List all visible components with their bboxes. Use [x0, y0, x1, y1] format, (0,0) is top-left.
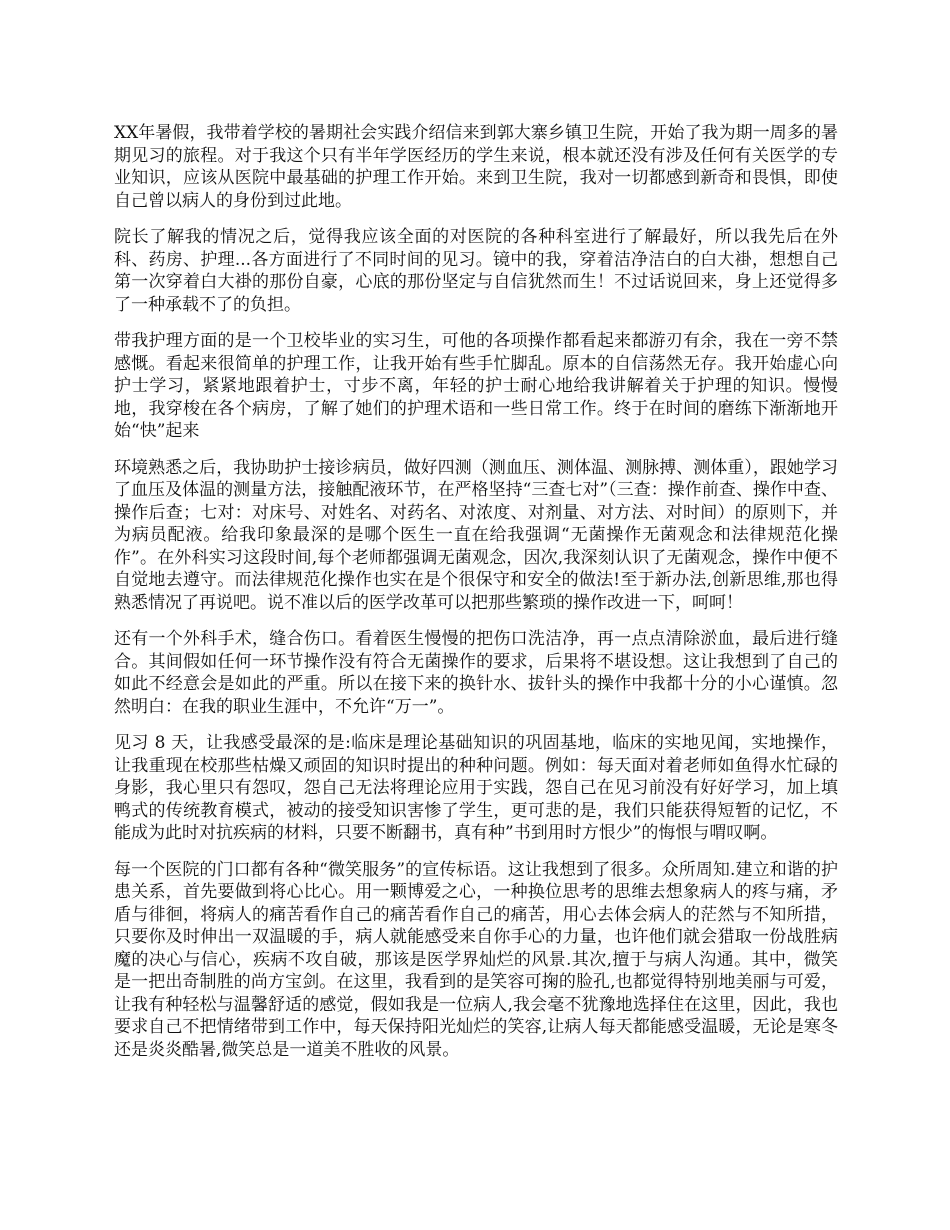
- paragraph-6: 见习 8 天，让我感受最深的是:临床是理论基础知识的巩固基地，临床的实地见闻，实地操作，让我重现在校那些枯燥又顽固的知识时提出的种种问题。例如：每天面对着老师如鱼得水忙碌的身影，我心里只有怨叹，怨自己无法将理论应用于实践，怨自己在见习前没有好好学习，加上填鸭式的传统教育模式，被动的接受知识害惨了学生，更可悲的是，我们只能获得短暂的记忆，不能成为此时对抗疾病的材料，只要不断翻书，真有种”书到用时方恨少”的悔恨与喟叹啊。: [114, 733, 838, 843]
- paragraph-5: 还有一个外科手术，缝合伤口。看着医生慢慢的把伤口洗洁净，再一点点清除淤血，最后进行缝合。其间假如任何一环节操作没有符合无菌操作的要求，后果将不堪设想。这让我想到了自己的如此不经意会是如此的严重。所以在接下来的换针水、拔针头的操作中我都十分的小心谨慎。忽然明白：在我的职业生涯中，不允许“万一”。: [114, 629, 838, 717]
- paragraph-7: 每一个医院的门口都有各种“微笑服务”的宣传标语。这让我想到了很多。众所周知.建立和谐的护患关系，首先要做到将心比心。用一颗博爱之心，一种换位思考的思维去想象病人的疼与痛，矛盾与徘徊，将病人的痛苦看作自己的痛苦看作自己的痛苦，用心去体会病人的茫然与不知所措，只要你及时伸出一双温暖的手，病人就能感受来自你手心的力量，也许他们就会猎取一份战胜病魔的决心与信心，疾病不攻自破，那该是医学界灿烂的风景.其次,擅于与病人沟通。其中，微笑是一把出奇制胜的尚方宝剑。在这里，我看到的是笑容可掬的脸孔,也都觉得特别地美丽与可爱，让我有种轻松与温馨舒适的感觉，假如我是一位病人,我会毫不犹豫地选择住在这里，因此，我也要求自己不把情绪带到工作中，每天保持阳光灿烂的笑容,让病人每天都能感受温暖，无论是寒冬还是炎炎酷暑,微笑总是一道美不胜收的风景。: [114, 859, 838, 1060]
- paragraph-4: 环境熟悉之后，我协助护士接诊病员，做好四测（测血压、测体温、测脉搏、测体重），跟她学习了血压及体温的测量方法，接触配液环节，在严格坚持“三查七对”（三查：操作前查、操作中查、操作后查；七对：对床号、对姓名、对药名、对浓度、对剂量、对方法、对时间）的原则下，并为病员配液。给我印象最深的是哪个医生一直在给我强调“无菌操作无菌观念和法律规范化操作”。在外科实习这段时间,每个老师都强调无菌观念，因次,我深刻认识了无菌观念，操作中便不自觉地去遵守。而法律规范化操作也实在是个很保守和安全的做法!至于新办法,创新思维,那也得熟悉情况了再说吧。说不准以后的医学改革可以把那些繁琐的操作改进一下，呵呵！: [114, 457, 838, 613]
- paragraph-2: 院长了解我的情况之后，觉得我应该全面的对医院的各种科室进行了解最好，所以我先后在外科、药房、护理...各方面进行了不同时间的见习。镜中的我，穿着洁净洁白的白大褂，想想自己第一次穿着白大褂的那份自豪，心底的那份坚定与自信犹然而生！不过话说回来，身上还觉得多了一种承载不了的负担。: [114, 227, 838, 315]
- document-body: [114, 122, 838, 1075]
- paragraph-3: 带我护理方面的是一个卫校毕业的实习生，可他的各项操作都看起来都游刃有余，我在一旁不禁感慨。看起来很简单的护理工作，让我开始有些手忙脚乱。原本的自信荡然无存。我开始虚心向护士学习，紧紧地跟着护士，寸步不离，年轻的护士耐心地给我讲解着关于护理的知识。慢慢地，我穿梭在各个病房，了解了她们的护理术语和一些日常工作。终于在时间的磨练下渐渐地开始“快”起来: [114, 331, 838, 441]
- paragraph-1: XX年暑假，我带着学校的暑期社会实践介绍信来到郭大寨乡镇卫生院，开始了我为期一周多的暑期见习的旅程。对于我这个只有半年学医经历的学生来说，根本就还没有涉及任何有关医学的专业知识，应该从医院中最基础的护理工作开始。来到卫生院，我对一切都感到新奇和畏惧，即使自己曾以病人的身份到过此地。: [114, 123, 838, 211]
